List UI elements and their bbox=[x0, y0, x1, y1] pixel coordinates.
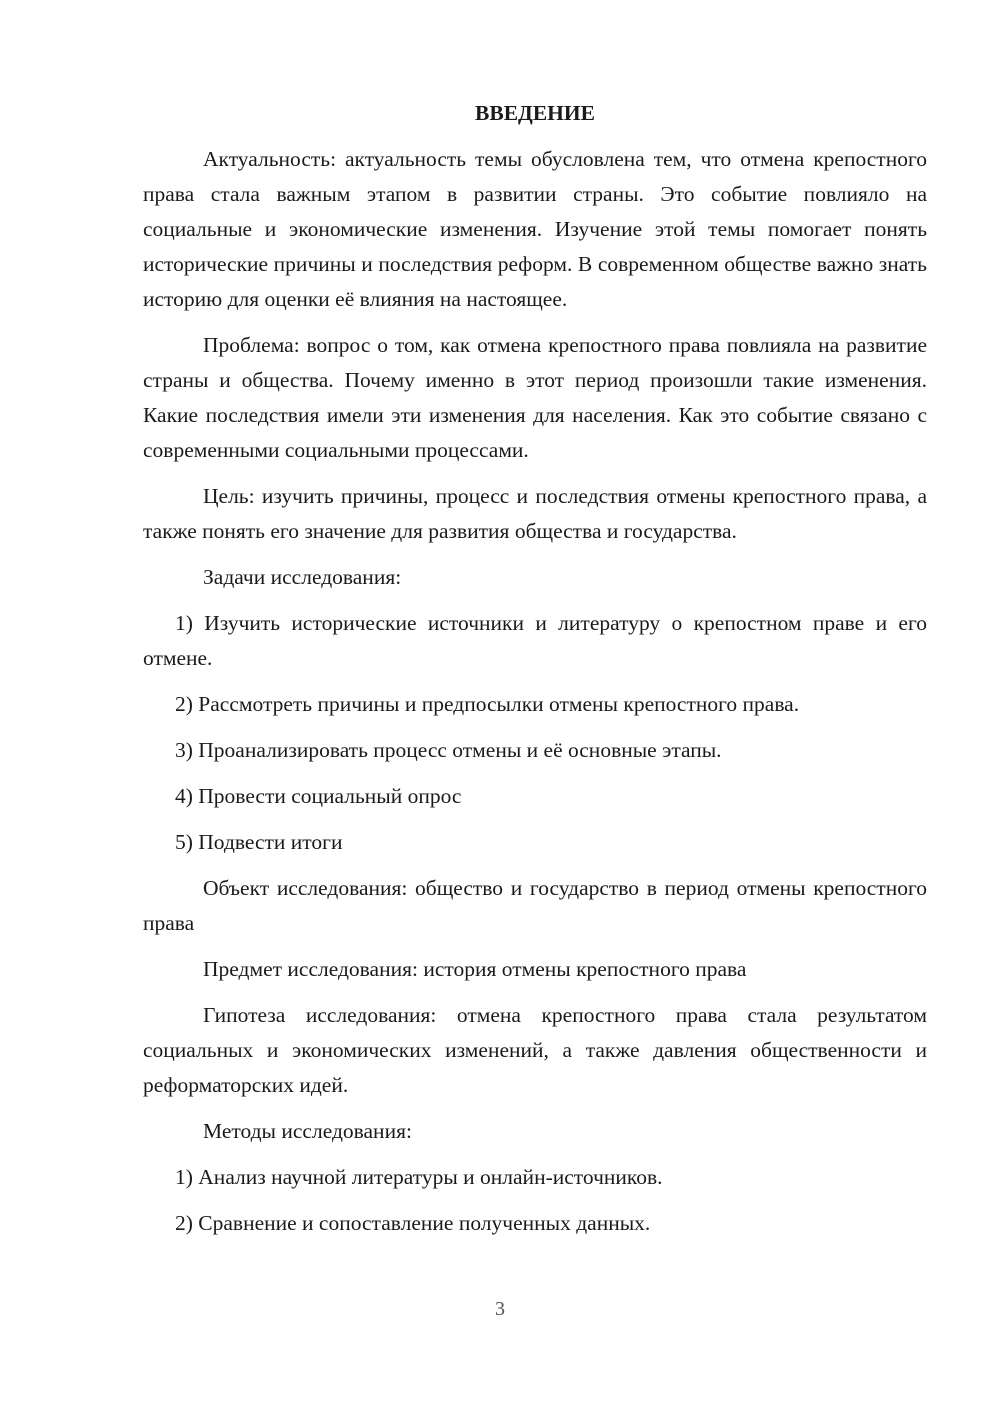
list-item-task-4: 4) Провести социальный опрос bbox=[175, 784, 462, 808]
paragraph-problem: Проблема: вопрос о том, как отмена крепостного права повлияла на развитие страны и общества. Почему именно в этот период произошли такие изменения. Какие последствия имели эти изменения для населения. Как это событие связано с современными социальными процессами. bbox=[143, 333, 927, 462]
paragraph-hypothesis: Гипотеза исследования: отмена крепостного права стала результатом социальных и экономических изменений, а также давления общественности и реформаторских идей. bbox=[143, 1003, 927, 1097]
list-item-method-1: 1) Анализ научной литературы и онлайн-источников. bbox=[175, 1165, 663, 1189]
paragraph-subject: Предмет исследования: история отмены крепостного права bbox=[203, 957, 747, 981]
list-item-task-2: 2) Рассмотреть причины и предпосылки отмены крепостного права. bbox=[175, 692, 800, 716]
paragraph-tasks-heading: Задачи исследования: bbox=[203, 565, 402, 589]
list-item-task-5: 5) Подвести итоги bbox=[175, 830, 343, 854]
document-page bbox=[143, 96, 927, 1252]
list-item-method-2: 2) Сравнение и сопоставление полученных данных. bbox=[175, 1211, 651, 1235]
paragraph-methods-heading: Методы исследования: bbox=[203, 1119, 412, 1143]
section-title: ВВЕДЕНИЕ bbox=[475, 101, 595, 125]
paragraph-object: Объект исследования: общество и государство в период отмены крепостного права bbox=[143, 876, 927, 935]
list-item-task-1: 1) Изучить исторические источники и литературу о крепостном праве и его отмене. bbox=[143, 611, 927, 670]
list-item-task-3: 3) Проанализировать процесс отмены и её основные этапы. bbox=[175, 738, 722, 762]
page-number: 3 bbox=[495, 1298, 505, 1320]
paragraph-relevance: Актуальность: актуальность темы обусловлена тем, что отмена крепостного права стала важным этапом в развитии страны. Это событие повлияло на социальные и экономические изменения. Изучение этой темы помогает понять исторические причины и последствия реформ. В современном обществе важно знать историю для оценки её влияния на настоящее. bbox=[143, 147, 927, 311]
paragraph-goal: Цель: изучить причины, процесс и последствия отмены крепостного права, а также понять его значение для развития общества и государства. bbox=[143, 484, 927, 543]
